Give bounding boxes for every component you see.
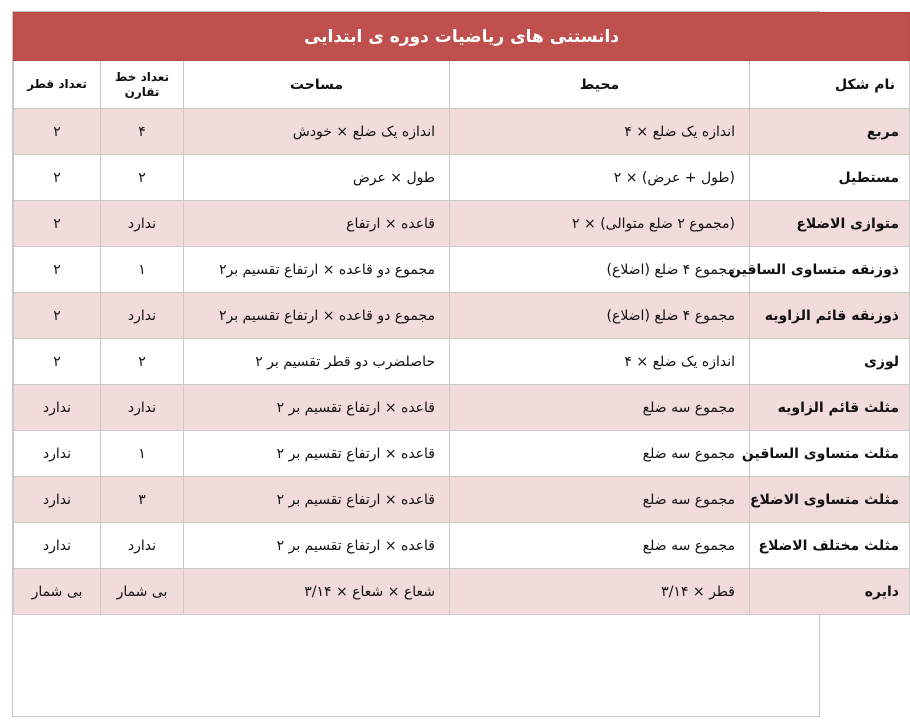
cell-area: قاعده × ارتفاع تقسیم بر ۲: [184, 385, 450, 431]
cell-shape-name: لوزی: [750, 339, 910, 385]
cell-area: قاعده × ارتفاع تقسیم بر ۲: [184, 477, 450, 523]
cell-area: طول × عرض: [184, 155, 450, 201]
cell-area: حاصلضرب دو قطر تقسیم بر ۲: [184, 339, 450, 385]
cell-shape-name: ذوزنقه قائم الزاویه: [750, 293, 910, 339]
cell-symmetry-lines: ندارد: [101, 385, 184, 431]
cell-area: مجموع دو قاعده × ارتفاع تقسیم بر۲: [184, 293, 450, 339]
cell-diagonals: ندارد: [14, 385, 101, 431]
cell-shape-name: مثلث متساوی الاضلاع: [750, 477, 910, 523]
cell-perimeter: مجموع سه ضلع: [450, 431, 750, 477]
table-row: [14, 523, 910, 569]
table-row: [14, 339, 910, 385]
cell-shape-name: مثلث قائم الزاویه: [750, 385, 910, 431]
cell-perimeter: مجموع ۴ ضلع (اضلاع): [450, 247, 750, 293]
cell-area: قاعده × ارتفاع: [184, 201, 450, 247]
cell-shape-name: متوازی الاضلاع: [750, 201, 910, 247]
cell-diagonals: بی شمار: [14, 569, 101, 615]
table-row: [14, 293, 910, 339]
cell-symmetry-lines: ندارد: [101, 293, 184, 339]
cell-shape-name: مستطیل: [750, 155, 910, 201]
table-body: [14, 109, 910, 615]
cell-symmetry-lines: ۳: [101, 477, 184, 523]
cell-perimeter: مجموع ۴ ضلع (اضلاع): [450, 293, 750, 339]
table-title: دانستنی های ریاضیات دوره ی ابتدایی: [14, 13, 910, 61]
table-row: [14, 201, 910, 247]
cell-perimeter: مجموع سه ضلع: [450, 477, 750, 523]
cell-perimeter: اندازه یک ضلع × ۴: [450, 109, 750, 155]
cell-symmetry-lines: ۱: [101, 431, 184, 477]
cell-diagonals: ۲: [14, 339, 101, 385]
cell-shape-name: دایره: [750, 569, 910, 615]
cell-shape-name: مربع: [750, 109, 910, 155]
cell-shape-name: مثلث متساوی الساقین: [750, 431, 910, 477]
cell-area: قاعده × ارتفاع تقسیم بر ۲: [184, 523, 450, 569]
cell-perimeter: مجموع سه ضلع: [450, 523, 750, 569]
cell-diagonals: ندارد: [14, 523, 101, 569]
cell-symmetry-lines: ندارد: [101, 201, 184, 247]
cell-symmetry-lines: ۱: [101, 247, 184, 293]
math-facts-table: [13, 12, 910, 615]
cell-diagonals: ۲: [14, 247, 101, 293]
table-row: [14, 569, 910, 615]
table-row: [14, 385, 910, 431]
cell-diagonals: ندارد: [14, 477, 101, 523]
cell-diagonals: ۲: [14, 109, 101, 155]
cell-shape-name: ذوزنقه متساوی الساقین: [750, 247, 910, 293]
table-row: [14, 109, 910, 155]
header-row: [14, 61, 910, 109]
header-shape: نام شکل: [750, 61, 910, 109]
cell-area: اندازه یک ضلع × خودش: [184, 109, 450, 155]
header-diagonals: تعداد قطر: [14, 61, 101, 109]
title-row: [14, 13, 910, 61]
cell-symmetry-lines: ۴: [101, 109, 184, 155]
cell-diagonals: ۲: [14, 155, 101, 201]
cell-perimeter: اندازه یک ضلع × ۴: [450, 339, 750, 385]
cell-area: مجموع دو قاعده × ارتفاع تقسیم بر۲: [184, 247, 450, 293]
cell-shape-name: مثلث مختلف الاضلاع: [750, 523, 910, 569]
spreadsheet-sheet: [12, 11, 899, 717]
header-area: مساحت: [184, 61, 450, 109]
header-symmetry-lines: تعداد خط تقارن: [101, 61, 184, 109]
cell-symmetry-lines: بی شمار: [101, 569, 184, 615]
table-row: [14, 431, 910, 477]
header-perimeter: محیط: [450, 61, 750, 109]
cell-diagonals: ندارد: [14, 431, 101, 477]
cell-perimeter: قطر × ۳/۱۴: [450, 569, 750, 615]
table-row: [14, 155, 910, 201]
cell-perimeter: (طول + عرض) × ۲: [450, 155, 750, 201]
cell-symmetry-lines: ندارد: [101, 523, 184, 569]
cell-area: قاعده × ارتفاع تقسیم بر ۲: [184, 431, 450, 477]
cell-symmetry-lines: ۲: [101, 339, 184, 385]
cell-diagonals: ۲: [14, 201, 101, 247]
cell-perimeter: مجموع سه ضلع: [450, 385, 750, 431]
table-row: [14, 477, 910, 523]
cell-symmetry-lines: ۲: [101, 155, 184, 201]
table-row: [14, 247, 910, 293]
cell-diagonals: ۲: [14, 293, 101, 339]
cell-area: شعاع × شعاع × ۳/۱۴: [184, 569, 450, 615]
cell-perimeter: (مجموع ۲ ضلع متوالی) × ۲: [450, 201, 750, 247]
